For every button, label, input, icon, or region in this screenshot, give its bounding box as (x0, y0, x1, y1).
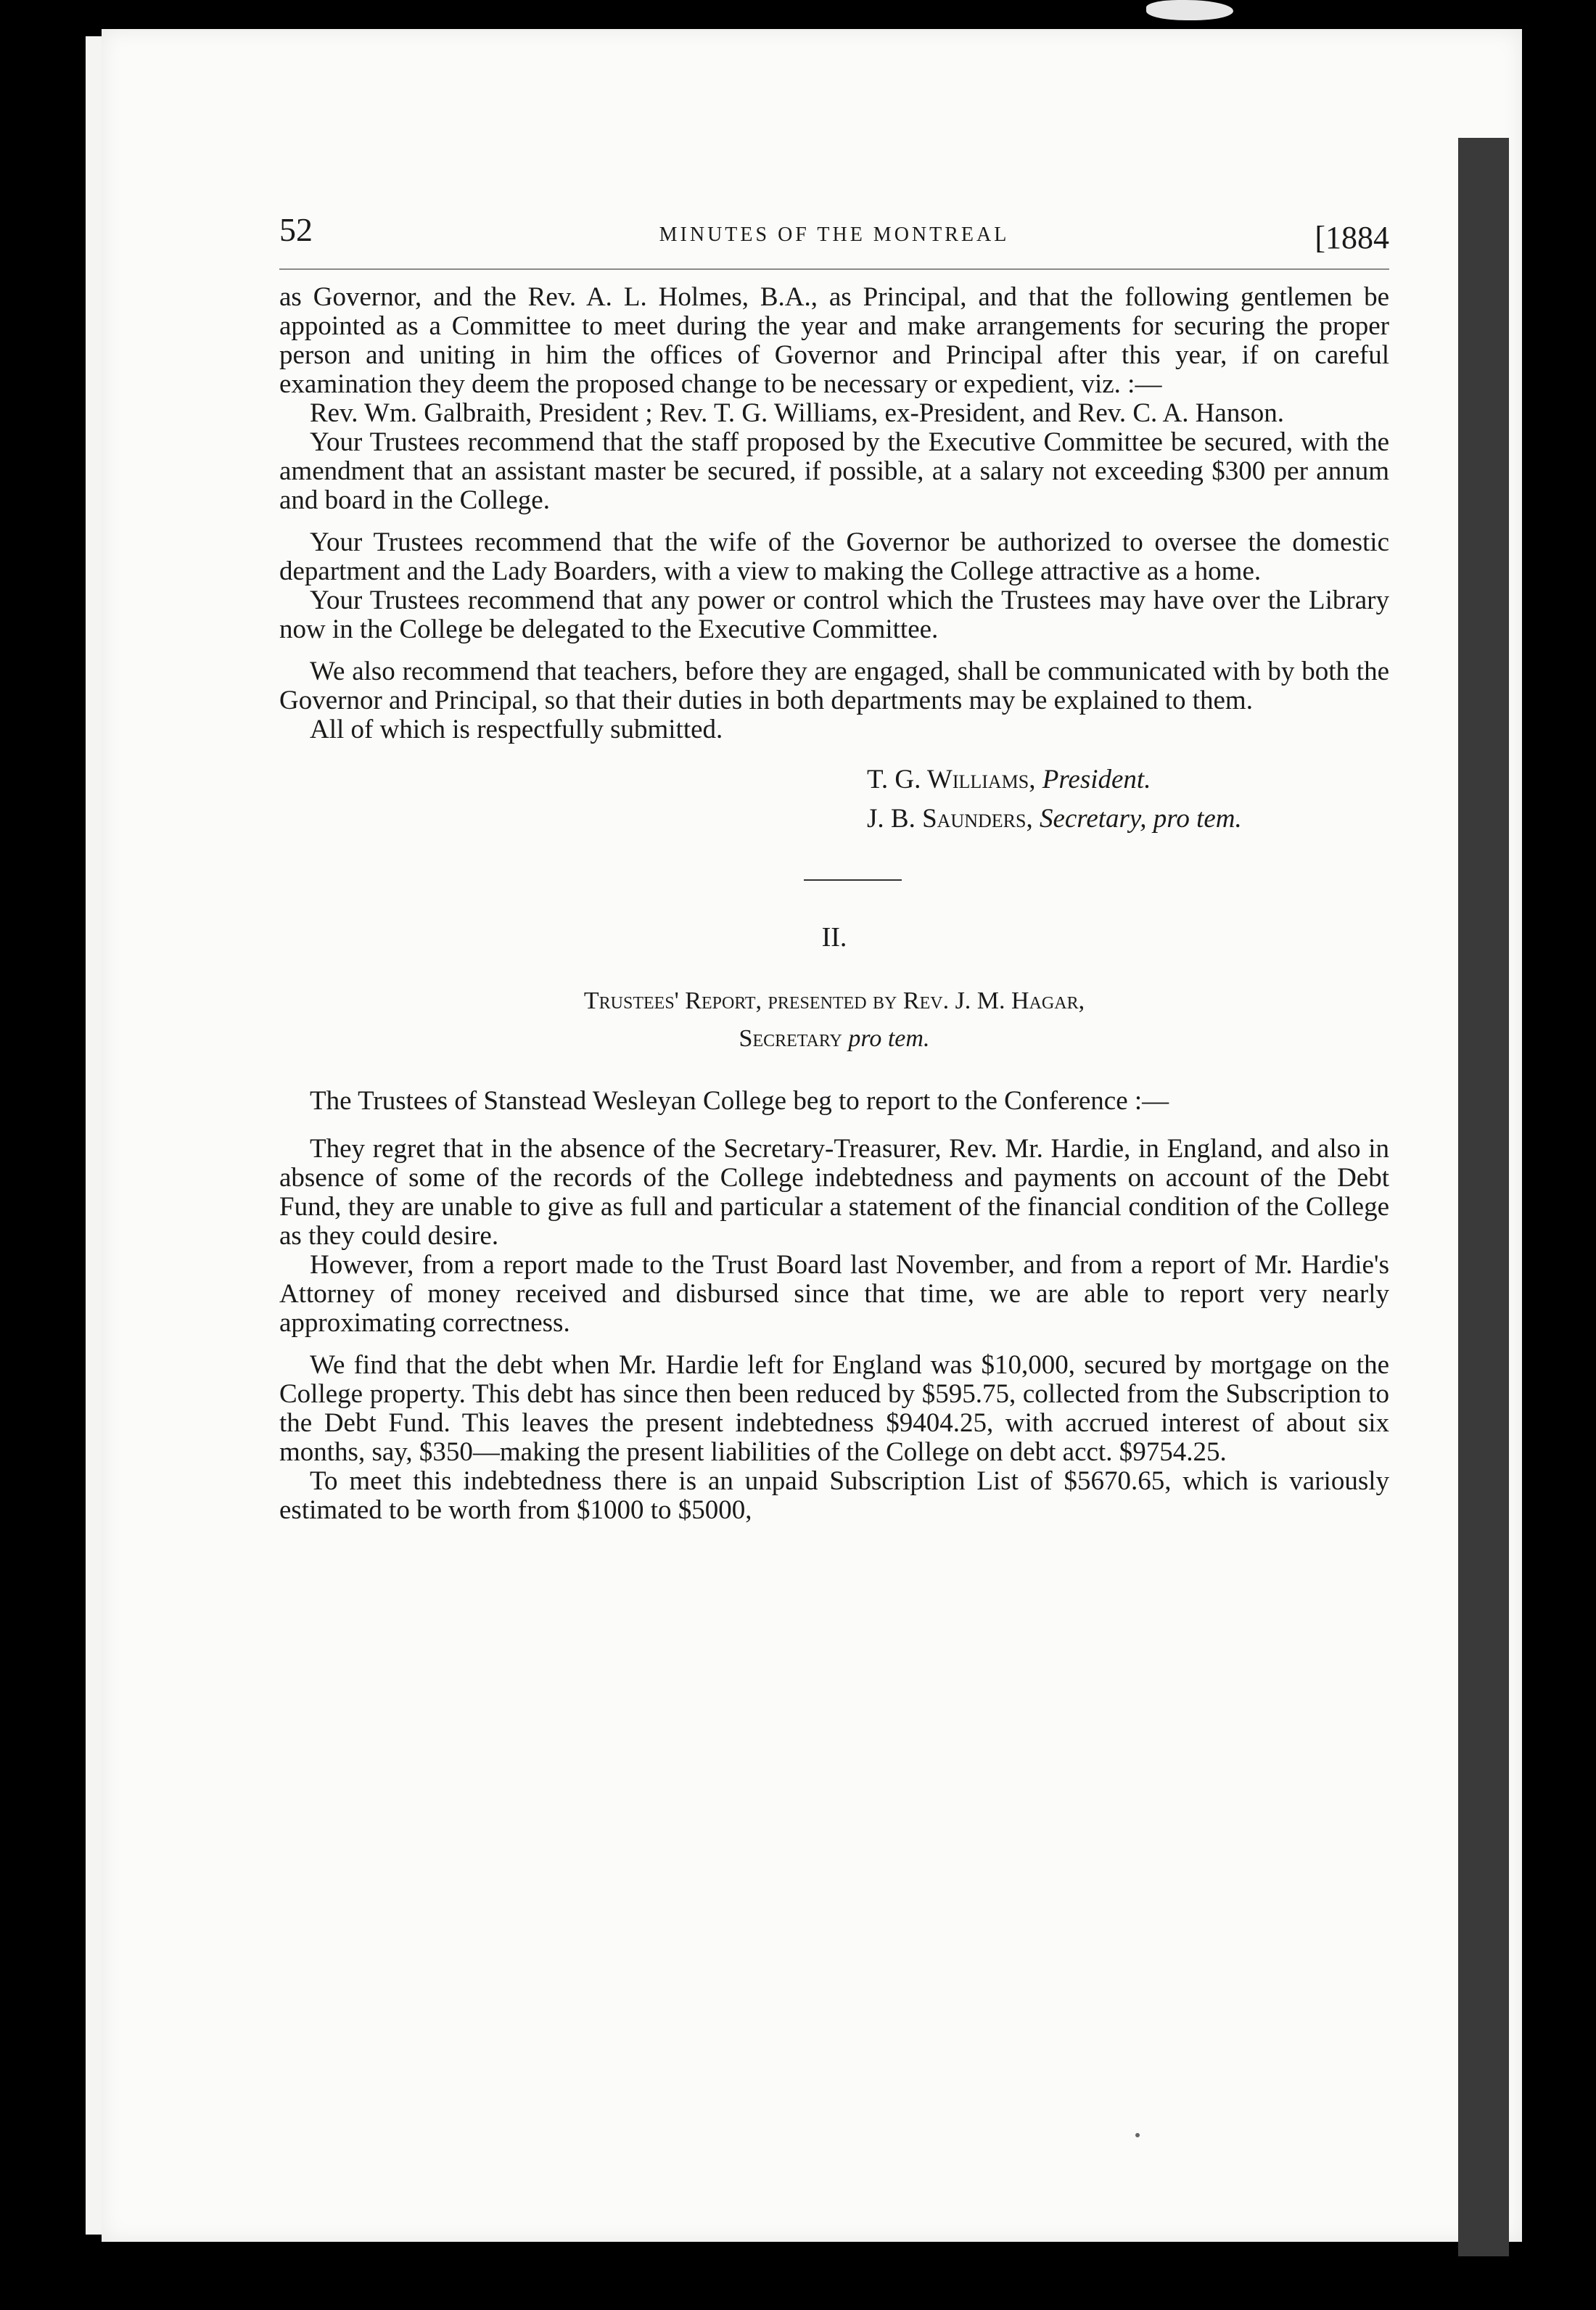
paragraph: as Governor, and the Rev. A. L. Holmes, B.A., as Principal, and that the following gentlemen be appointed as a Committee to meet during the year and make arrangements for securing the proper person and uniting in him the offices of Governor and Principal after this year, if on careful examination they deem the proposed change to be necessary or expedient, viz. :— (279, 282, 1389, 399)
section-heading-line: Trustees' Report, presented by Rev. J. M. Hagar, (583, 987, 1085, 1014)
running-head (279, 210, 1389, 270)
section-divider (804, 879, 902, 881)
paragraph: All of which is respectfully submitted. (310, 715, 723, 744)
paragraph: Your Trustees recommend that the staff proposed by the Executive Committee be secured, with the amendment that an assistant master be secured, if possible, at a salary not exceeding $300 per annum and board in the College. (279, 427, 1389, 515)
paragraph: Your Trustees recommend that the wife of the Governor be authorized to oversee the domestic department and the Lady Boarders, with a view to making the College attractive as a home. (279, 527, 1389, 586)
running-title: MINUTES OF THE MONTREAL (659, 223, 1010, 246)
section-heading-line (279, 1020, 1389, 1058)
paragraph: Your Trustees recommend that any power or control which the Trustees may have over the Library now in the College be delegated to the Executive Committee. (279, 585, 1389, 644)
text-column (279, 210, 1389, 1525)
signatory-title: President. (1042, 765, 1151, 794)
paragraph: To meet this indebtedness there is an unpaid Subscription List of $5670.65, which is variously estimated to be worth from $1000 to $5000, (279, 1466, 1389, 1525)
binding-shadow (1458, 138, 1509, 2256)
scan-artifact (1146, 0, 1233, 20)
pro-tem-label: pro tem. (848, 1025, 930, 1052)
signature-line: J. B. Saunders, Secretary, pro tem. (867, 804, 1242, 834)
signatory-title: Secretary, pro tem. (1039, 804, 1242, 834)
section-heading (279, 982, 1389, 1058)
paragraph: We also recommend that teachers, before they are engaged, shall be communicated with by both the Governor and Principal, so that their duties in both departments may be explained to them. (279, 657, 1389, 715)
signature-block (867, 760, 1389, 839)
paragraph: The Trustees of Stanstead Wesleyan College beg to report to the Conference :— (310, 1086, 1169, 1116)
speck (1135, 2133, 1140, 2137)
page-number: 52 (279, 211, 313, 248)
paragraph: We find that the debt when Mr. Hardie left for England was $10,000, secured by mortgage on the College property. This debt has since then been reduced by $595.75, collected from the Subscription to the Debt Fund. This leaves the present indebtedness $9404.25, with accrued interest of about six months, say, $350—making the present liabilities of the College on debt acct. $9754.25. (279, 1350, 1389, 1467)
signatory-name: J. B. Saunders (867, 804, 1027, 834)
paragraph: They regret that in the absence of the Secretary-Treasurer, Rev. Mr. Hardie, in England, and also in absence of some of the records of the College indebtedness and payments on account of the Debt Fund, they are unable to give as full and particular a statement of the financial condition of the College as they could desire. (279, 1134, 1389, 1251)
section-numeral: II. (821, 922, 847, 953)
running-year: [1884 (1315, 220, 1389, 255)
paragraph: However, from a report made to the Trust Board last November, and from a report of Mr. Hardie's Attorney of money received and disbursed since that time, we are able to report very nearly approximating correctness. (279, 1250, 1389, 1338)
secretary-label: Secretary (739, 1025, 842, 1052)
paragraph: Rev. Wm. Galbraith, President ; Rev. T. G. Williams, ex-President, and Rev. C. A. Hanson. (310, 398, 1285, 428)
signatory-name: T. G. Williams (867, 765, 1029, 794)
signature-line: T. G. Williams, President. (867, 765, 1151, 794)
